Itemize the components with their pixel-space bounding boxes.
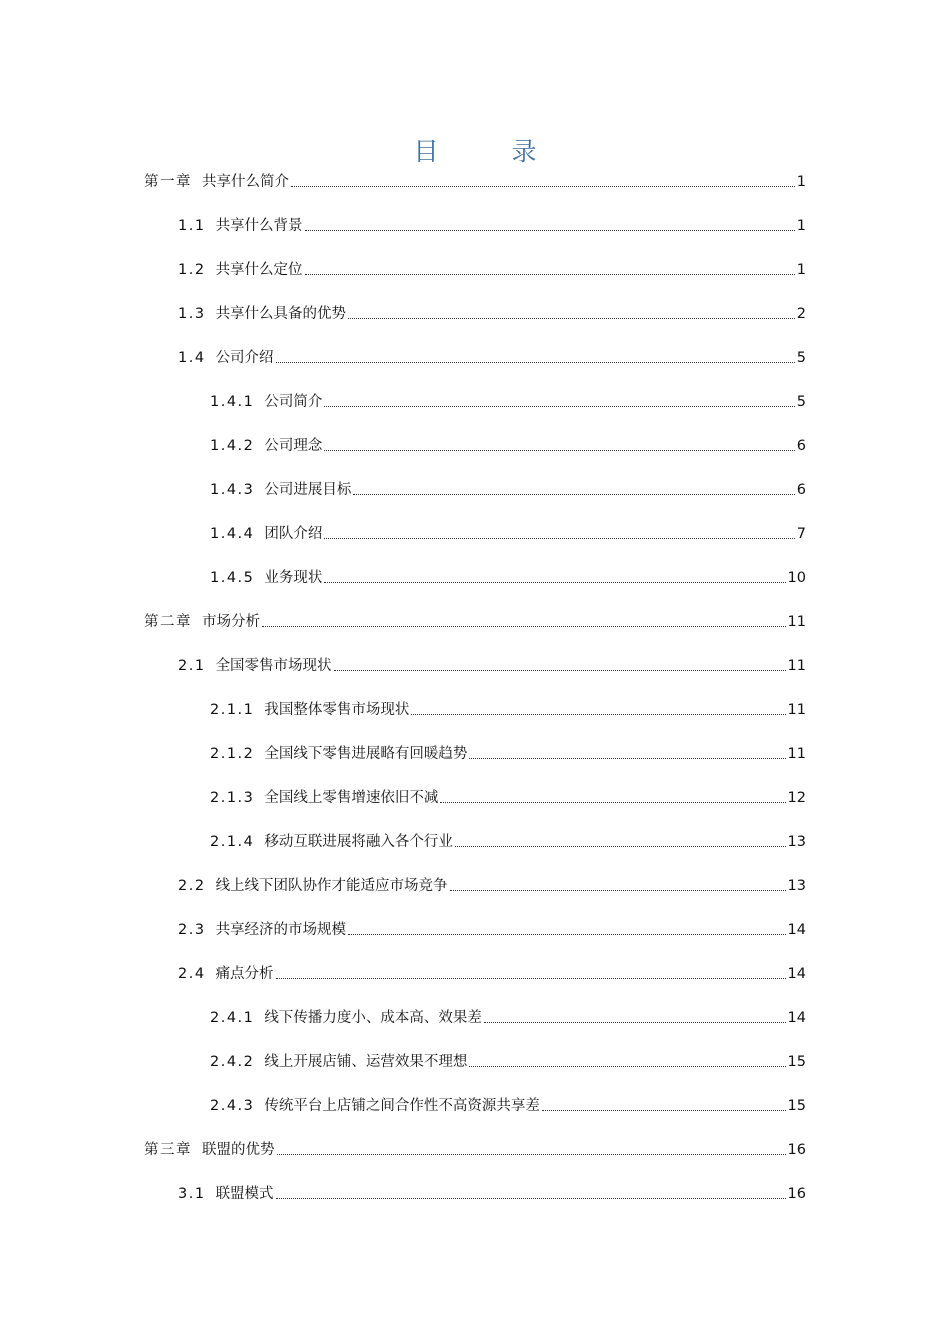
toc-entry-text: 公司进展目标 (264, 482, 352, 498)
toc-entry-number: 2.1.3 (210, 790, 255, 806)
toc-entry-page: 1 (796, 262, 806, 278)
toc-entry[interactable] (178, 212, 806, 236)
toc-entry[interactable] (210, 784, 806, 808)
toc-leader-dots (276, 978, 786, 979)
toc-entry[interactable] (178, 344, 806, 368)
toc-leader-dots (334, 670, 786, 671)
toc-entry-page: 5 (796, 350, 806, 366)
toc-entry-page: 11 (787, 658, 806, 674)
toc-entry-page: 16 (787, 1142, 806, 1158)
toc-entry-page: 14 (787, 1010, 806, 1026)
toc-entry-text: 共享经济的市场规模 (215, 922, 347, 938)
toc-entry-number: 2.4 (178, 966, 206, 982)
toc-entry-page: 14 (787, 966, 806, 982)
toc-entry[interactable] (178, 872, 806, 896)
toc-leader-dots (484, 1022, 786, 1023)
toc-entry-number: 1.2 (178, 262, 206, 278)
toc-leader-dots (348, 934, 785, 935)
toc-entry-page: 13 (787, 878, 806, 894)
toc-entry-number: 第三章 (144, 1142, 192, 1158)
toc-entry-text: 痛点分析 (215, 966, 274, 982)
toc-leader-dots (450, 890, 786, 891)
toc-entry-number: 1.4.2 (210, 438, 255, 454)
toc-entry-page: 10 (787, 570, 806, 586)
toc-entry-number: 1.4.3 (210, 482, 255, 498)
toc-entry[interactable] (144, 1136, 806, 1160)
toc-entry-text: 我国整体零售市场现状 (264, 702, 410, 718)
toc-entry-page: 13 (787, 834, 806, 850)
toc-leader-dots (262, 626, 786, 627)
toc-entry-page: 14 (787, 922, 806, 938)
toc-leader-dots (542, 1110, 786, 1111)
toc-leader-dots (411, 714, 785, 715)
toc-leader-dots (277, 1154, 786, 1155)
toc-entry-number: 1.4.1 (210, 394, 255, 410)
toc-entry-text: 全国零售市场现状 (215, 658, 332, 674)
toc-entry[interactable] (210, 828, 806, 852)
toc-entry[interactable] (210, 1092, 806, 1116)
toc-leader-dots (469, 758, 785, 759)
toc-entry-number: 3.1 (178, 1186, 206, 1202)
toc-entry-number: 1.4.4 (210, 526, 255, 542)
toc-entry[interactable] (210, 740, 806, 764)
toc-entry-text: 业务现状 (264, 570, 323, 586)
toc-entry-number: 2.3 (178, 922, 206, 938)
toc-entry-number: 2.1 (178, 658, 206, 674)
toc-entry-number: 第二章 (144, 614, 192, 630)
toc-entry-text: 全国线下零售进展略有回暖趋势 (264, 746, 468, 762)
toc-entry-number: 2.4.2 (210, 1054, 255, 1070)
toc-entry-number: 1.4.5 (210, 570, 255, 586)
toc-leader-dots (324, 538, 794, 539)
toc-entry-number: 2.4.1 (210, 1010, 255, 1026)
toc-entry[interactable] (144, 608, 806, 632)
toc-entry-number: 2.1.4 (210, 834, 255, 850)
toc-entry-text: 共享什么背景 (215, 218, 303, 234)
toc-entry[interactable] (178, 1180, 806, 1204)
toc-entry[interactable] (178, 960, 806, 984)
toc-entry-text: 联盟的优势 (202, 1142, 275, 1158)
toc-entry[interactable] (210, 696, 806, 720)
toc-leader-dots (276, 1198, 786, 1199)
toc-entry-text: 全国线上零售增速依旧不减 (264, 790, 439, 806)
toc-entry-text: 共享什么简介 (202, 174, 289, 190)
toc-entry-text: 线上线下团队协作才能适应市场竞争 (215, 878, 448, 894)
toc-entry-text: 线下传播力度小、成本高、效果差 (264, 1010, 482, 1026)
toc-leader-dots (348, 318, 795, 319)
toc-entry[interactable] (178, 916, 806, 940)
toc-title: 目 录 (413, 137, 561, 166)
toc-entry[interactable] (178, 300, 806, 324)
toc-entry-page: 1 (796, 174, 806, 190)
toc-entry-page: 11 (787, 614, 806, 630)
toc-entry-page: 6 (796, 438, 806, 454)
toc-entry-page: 11 (787, 746, 806, 762)
toc-entry-page: 2 (796, 306, 806, 322)
toc-entry[interactable] (178, 652, 806, 676)
toc-leader-dots (291, 186, 795, 187)
toc-leader-dots (324, 582, 785, 583)
toc-entry-page: 1 (796, 218, 806, 234)
toc-leader-dots (305, 230, 795, 231)
toc-entry-text: 市场分析 (202, 614, 260, 630)
toc-leader-dots (305, 274, 795, 275)
toc-entry-text: 公司简介 (264, 394, 323, 410)
toc-entry-text: 移动互联进展将融入各个行业 (264, 834, 453, 850)
toc-entry-number: 2.1.2 (210, 746, 255, 762)
toc-leader-dots (276, 362, 795, 363)
toc-leader-dots (469, 1066, 785, 1067)
toc-entry-page: 16 (787, 1186, 806, 1202)
toc-entry-page: 11 (787, 702, 806, 718)
toc-entry-text: 共享什么具备的优势 (215, 306, 347, 322)
toc-entry[interactable] (210, 1004, 806, 1028)
toc-entry-number: 2.1.1 (210, 702, 255, 718)
toc-entry-page: 15 (787, 1098, 806, 1114)
toc-entry-number: 2.2 (178, 878, 206, 894)
toc-entry[interactable] (210, 1048, 806, 1072)
toc-entry-text: 联盟模式 (215, 1186, 274, 1202)
toc-entry-page: 15 (787, 1054, 806, 1070)
toc-entry[interactable] (210, 476, 806, 500)
toc-entry-text: 传统平台上店铺之间合作性不高资源共享差 (264, 1098, 540, 1114)
toc-entry-page: 6 (796, 482, 806, 498)
toc-entry[interactable] (144, 168, 806, 192)
toc-entry[interactable] (210, 432, 806, 456)
toc-entry-text: 线上开展店铺、运营效果不理想 (264, 1054, 468, 1070)
toc-leader-dots (324, 450, 794, 451)
toc-entry-number: 1.4 (178, 350, 206, 366)
toc-entry[interactable] (178, 256, 806, 280)
toc-leader-dots (324, 406, 794, 407)
toc-entry[interactable] (210, 520, 806, 544)
toc-entry-number: 1.3 (178, 306, 206, 322)
toc-entry[interactable] (210, 388, 806, 412)
toc-leader-dots (353, 494, 794, 495)
toc-leader-dots (455, 846, 786, 847)
toc-entry-text: 团队介绍 (264, 526, 323, 542)
toc-entry-number: 1.1 (178, 218, 206, 234)
toc-entry-number: 2.4.3 (210, 1098, 255, 1114)
toc-entry[interactable] (210, 564, 806, 588)
toc-leader-dots (440, 802, 785, 803)
toc-entry-page: 12 (787, 790, 806, 806)
toc-entry-text: 公司介绍 (215, 350, 274, 366)
toc-entry-number: 第一章 (144, 174, 192, 190)
toc-entry-page: 5 (796, 394, 806, 410)
toc-entry-text: 共享什么定位 (215, 262, 303, 278)
toc-entry-text: 公司理念 (264, 438, 323, 454)
toc-entry-page: 7 (796, 526, 806, 542)
